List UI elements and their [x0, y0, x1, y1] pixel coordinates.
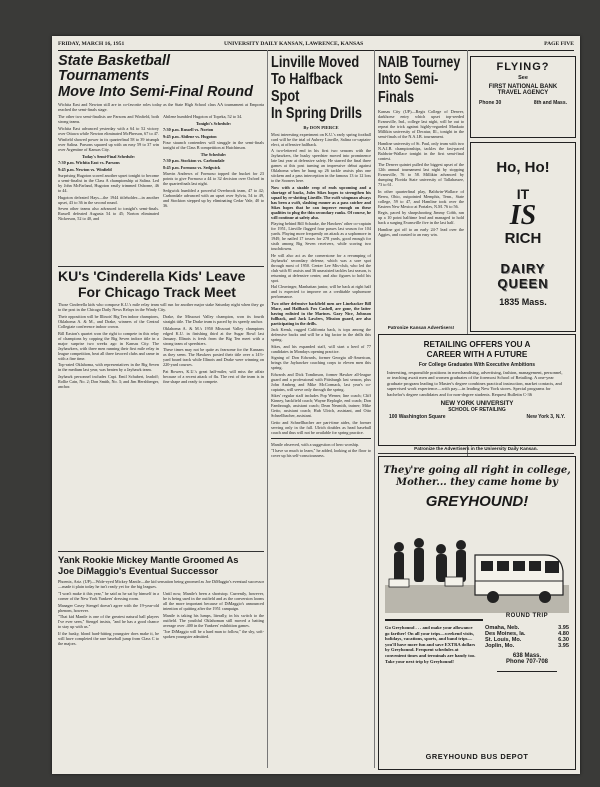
- story-state-basketball: [58, 54, 264, 264]
- headline: KU's 'Cinderella Kids' Leave: [58, 269, 246, 284]
- paragraph: Oklahoma A. & M.'s 1950 Missouri Valley champions edged K.U. in finishing third at the Sugar Bowl last January. Illinois is fresh from the Big Ten meet with a strong team of speedsters.: [163, 325, 264, 346]
- paragraph: Getto and Schnellbacher are part-time aides, the former serving only in the fall. Ulrich doubles as head baseball coach and thus will not be available for spring practice.: [271, 419, 371, 435]
- fare-city: Omaha, Neb.: [485, 625, 520, 631]
- ad-flying: [470, 56, 576, 138]
- paragraph: Winfield showed power in its quarterfinal 58 to 39 triumph over Salina. Parsons squared up with an easy 59 to 37 win over Argentine of Kansas City.: [58, 137, 159, 152]
- ad-text: FIRST NATIONAL BANK: [488, 84, 558, 90]
- paragraph: Wichita East advanced yesterday with a 64 to 52 victory over Ottawa while Newton eliminated McPherson, 67 to 47.: [58, 125, 159, 136]
- ad-text: RICH: [504, 230, 542, 247]
- paragraph: Jack Kensk, rugged California back, is tops among the defensive backs and will be a big factor in the drills this spring.: [271, 327, 371, 342]
- paragraph: "That kid Mantle is one of the greatest natural ball players I've ever seen," Stengel insists, "and he has a good chance to stay up with us.": [58, 614, 159, 629]
- paragraph: Two other defensive backfield men are Linebacker Bill Mace, and Halfback Fox Cashell, are gone, the latter having enlisted in the Marines. Gary Nice, Johnson fullback, and Jack Lawlers, Mission guard, are also participating in the drills.: [271, 300, 371, 326]
- story-cinderella-kids: [58, 269, 264, 549]
- paragraph: Top-rated Oklahoma, with representatives in the Big Seven in the medium last year, was beaten by a Jayhawk team.: [58, 362, 159, 372]
- schedule-line: 7:30 p.m. Russell vs. Norton: [163, 127, 214, 132]
- ad-school: SCHOOL OF RETAILING: [448, 407, 506, 414]
- headline: Linville Moved: [271, 54, 360, 71]
- headline: To Halfback Spot: [271, 71, 343, 105]
- schedule-line: 8:45 p.m. Formoso vs. Sedgwick: [163, 164, 221, 170]
- fare-city: Joplin, Mo.: [485, 643, 515, 649]
- ad-title: RETAILING OFFERS YOU A: [423, 340, 531, 349]
- paragraph: Hamline university of St. Paul, only team with two N.A.I.B. championships, tackles the fast-paced Baldwin-Wallace tonight in the first semi-final contest.: [378, 140, 464, 161]
- fare-city: St. Louis, Mo.: [485, 637, 522, 643]
- paragraph: A two-lettered end in his first two seasons with the Jayhawkers, the husky speedster moved into prominence late last year at defensive safety. He starred the final three games at this post turning an impressive debut against Oklahoma when he hung up 26 tackle assists plus one stickem and a pass interception in the famous 13 to 12 loss to the Sooners here.: [271, 148, 371, 183]
- paragraph: Sedgwick humbled a powerful Overbrook team, 47 to 42; Carbondale advanced with an upset over Sylvia, 54 to 49, and Stockton stepped up by eliminating Cedar Vale, 40 to 36.: [163, 187, 264, 208]
- illustration: [385, 525, 569, 613]
- schedule-line: 9:45 p.m. Newton vs. Winfield: [58, 166, 112, 172]
- paragraph: Seven other teams also advanced to tonight's semi-finals. Russell defeated Augusta 54 to 45; Norton eliminated Nickerson, 52 to 40, and: [58, 206, 159, 221]
- lead-paragraph: Those Cinderella kids who compose K.U.'s mile relay team will run for another major stake Saturday night when they go to the post in the Chicago Daily News Relays in the Windy City.: [58, 302, 264, 312]
- newspaper-page: [52, 36, 580, 774]
- lead-paragraph: Phoenix, Ariz. (UP)—Wide-eyed Mickey Mantle—the kid sensation being groomed as Joe DiMaggio's eventual successor—made it plain today he isn't ready yet for the big leagues.: [58, 579, 264, 589]
- paragraph: If the husky, blond hard-hitting youngster does make it, he will have completed the rare baseball jump from Class C to the majors.: [58, 630, 159, 646]
- depot-name: GREYHOUND BUS DEPOT: [425, 752, 529, 761]
- paragraph: Now with a sizable crop of ends upcoming and a shortage of backs, Jules Sikes hopes to strengthen his squad by re-slotting Linville. The swift wingman always has been a swift, slashing runner as a pass catcher and Sikes hopes that he can improve enough on these qualities to plug the thin secondary ranks. Of course, he will continue at safety also.: [271, 184, 371, 220]
- divider: [58, 266, 264, 267]
- tagline: Patronize the Advertisers in the University Daily Kansan.: [378, 446, 574, 454]
- fare-table: [483, 625, 571, 649]
- header-paper-name: UNIVERSITY DAILY KANSAN, LAWRENCE, KANSAS: [224, 41, 364, 47]
- ad-school: NEW YORK UNIVERSITY: [440, 400, 514, 408]
- ad-greyhound: [378, 456, 576, 770]
- paragraph: Playing behind Bill Schaake, the Hawkers' other co-captain for 1951, Linville flagged four passes last season for 104 yards. Playing more frequently on attack as a sophomore in 1949, he nailed 17 tosses for 278 yards, good enough for sixth among Big Seven receivers, while scoring two touchdowns.: [271, 221, 371, 251]
- ad-script: They're going all right in college,: [383, 465, 571, 476]
- schedule-title: The Schedule:: [200, 151, 227, 157]
- tagline: Patronize Kansan Advertisers!: [387, 325, 455, 330]
- paragraph: Sikes' regular staff includes Pop Werner, line coach; Cliff Kinney, backfield coach; Wayne Replogle, end coach; Don Fambrough, assistant coach; Dean Nesmith, trainer; Mike Getto, assistant coach; Hub Ulrich, assistant, and Otto Schnellbacher, assistant.: [271, 393, 371, 418]
- paragraph: These times may not be quite as fearsome for the Kansans as they seem. The Hawkers posted their title over a 14½-yard board track while Illinois and Drake were winning on 220-yard courses.: [163, 347, 264, 367]
- column-rule: [267, 50, 268, 768]
- header-page-number: PAGE FIVE: [544, 41, 574, 47]
- paragraph: Marvin Andrews of Formoso topped the bucket for 23 points to give Formoso a 44 to 32 decision over Oxford in the quarterfinals last night.: [163, 171, 264, 186]
- headline: Move Into Semi-Final Round: [58, 84, 253, 100]
- headline: NAIB Tourney: [378, 54, 461, 71]
- headline: In Spring Drills: [271, 105, 363, 122]
- ad-subtitle: For College Graduates With Executive Ambitions: [418, 362, 536, 368]
- schedule-title: Today's Semi-Final Schedule:: [82, 153, 135, 159]
- schedule-line: 7:30 p.m. Wichita East vs. Parsons: [58, 160, 120, 165]
- ad-phone: Phone 30: [479, 100, 502, 106]
- column-rule: [374, 50, 375, 768]
- paragraph: Bill Easton's quartet won the right to compete in this relay of champions by copping the Big Seven indoor title in a major surprise two weeks ago in Kansas City. The Jayhawkers, with three men running their first mile relay in league competition, beat all three favored clubs and came in with a fine time.: [58, 330, 159, 361]
- ad-address: 638 Mass.: [512, 653, 542, 659]
- ad-body: Interesting, responsible positions in merchandising, advertising, fashion, management, personnel, or teaching await men and women graduates of the foremost School of Retailing. A one-year graduate program leading to Master's degree combines practical instruction, market contacts, and supervised work experience—with pay—in leading New York stores. Special programs for bachelor's degree candidates and for non-degree students. Request Bulletin C-36: [387, 370, 563, 397]
- ad-phone: Phone 707-708: [505, 659, 549, 665]
- ad-script: Mother... they came home by: [396, 477, 558, 488]
- paragraph: Four staunch contenders will struggle in the semi-finals tonight of the Class B competition at Hutchinson.: [163, 140, 264, 150]
- paragraph: He will also act as the cornerstone for a revamping of Jayhawks' secondary defense, which was a sore spot through most of 1950. Center Lee Mis-club, who led the club with 81 assists and 36 unassisted tackles last season, is returning at defensive center, and also figures to hold his spot.: [271, 252, 371, 283]
- ad-text: Ho, Ho!: [496, 159, 550, 176]
- round-trip-title: ROUND TRIP: [505, 613, 549, 619]
- headline: Into Semi-Finals: [378, 71, 439, 106]
- ad-nyu-retailing: [378, 334, 576, 446]
- paragraph: Hamline got off to an early 24-7 lead over the Aggies, and coasted to an easy win.: [378, 226, 464, 237]
- paragraph: Until now, Mantle's been a shortstop. Currently, however, he is being used in the outfield and as the conversion looms all the more important because of DiMaggio's announced intention of quitting after the 1951 campaign.: [163, 591, 264, 611]
- headline: For Chicago Track Meet: [78, 284, 236, 300]
- ad-brand: QUEEN: [497, 276, 549, 291]
- ad-text: IS: [509, 200, 537, 231]
- paragraph: "I have so much to learn," he added, looking at the floor to cover up his self-consciousness.: [271, 448, 371, 458]
- schedule-line: 9:45 p.m. Abilene vs. Hugoton: [163, 133, 217, 139]
- paragraph: Signing of Don Edwards, former Georgia all-American, brings the Jayhawker coaching corps to eleven men this spring.: [271, 355, 371, 370]
- paragraph: Abilene humbled Hugoton of Topeka, 52 to 34.: [163, 114, 243, 119]
- fare-price: 3.95: [558, 625, 569, 631]
- paragraph: The Denver quintet pulled the biggest upset of the 12th annual tournament last night by stopping Evansville, 76 to 58. Millikin advanced by dumping Florida State university of Tallahassee, 73 to 61.: [378, 162, 464, 187]
- story-linville: [271, 54, 371, 766]
- headline: State Basketball Tournaments: [58, 54, 171, 84]
- ad-brand: DAIRY: [500, 261, 546, 276]
- ad-title: CAREER WITH A FUTURE: [426, 350, 528, 359]
- ad-address: 100 Washington Square: [389, 414, 446, 421]
- header-date: FRIDAY, MARCH 16, 1951: [58, 41, 125, 47]
- schedule-title: Tonight's Schedule:: [195, 120, 232, 126]
- paragraph: Hal Cleavinger, Manhattan junior, will be back at right half and is expected to improve on a creditable sophomore performance.: [271, 284, 371, 299]
- fare-price: 3.95: [558, 643, 569, 649]
- ad-text: IT: [516, 186, 530, 202]
- paragraph: Regis, paced by sharpshooting Jimmy Cobb, ran up a 10 point halftime lead and managed to hold back a surging Evansville five in the last half.: [378, 210, 464, 225]
- ad-brand: GREYHOUND!: [425, 493, 529, 510]
- ad-city: New York 3, N.Y.: [526, 414, 565, 421]
- paragraph: Pat Bowers, K.U.'s great half-miler, will miss the affair because of a recent attack of flu. The rest of the team is in fine shape and ready to compete.: [163, 368, 264, 384]
- paragraph: Kansas City (UP)—Regis College of Denver, darkhorse entry which upset top-seeded Evansville, Ind., college last night, will be out to repeat the trick against highly-regarded Mankato Millikin university of Decatur, Ill., tonight in the semi-finals of the N.A.I.B. tournament.: [378, 109, 464, 139]
- paragraph: Surprising Hugoton scored another upset tonight to become a semi-finalist in the Class A championship at Salina. Led by John McFarland, Hugoton easily trimmed Osborne, 46 to 44.: [58, 173, 159, 193]
- paragraph: Edwards and Dick Tomlinson, former Hawker all-league guard and a professional with Pittsburgh last season, plus John Amberg and Mike McCormack, last year's co-captains, will serve only through the spring.: [271, 371, 371, 392]
- ad-text: See: [518, 75, 528, 81]
- schedule-line: 7:30 p.m. Stockton vs. Carbondale: [163, 158, 225, 163]
- paragraph: Mantle observed, with a suggestion of hero worship.: [271, 441, 360, 447]
- fare-price: 4.80: [558, 631, 569, 637]
- paragraph: Jayhawk personnel includes Capt. Emil Schubert, leadoff; Rollie Cain, No. 2; Don Smith, No. 3; and Jim Hershberger, anchor.: [58, 373, 159, 389]
- paragraph: Hugoton defeated Hays—the 1944 titleholder—in another upset, 43 to 36 in the second round.: [58, 194, 159, 205]
- page-header: [58, 40, 574, 51]
- paragraph: Mantle is taking his lumps, literally, in his switch to the outfield. The youthful Oklahoman still moved a batting average over .400 in the Yankees' exhibition games.: [163, 612, 264, 628]
- paragraph: Drake, the Missouri Valley champion, won its fourth straight title. The Drake team is paced by its speedy anchor.: [163, 314, 264, 324]
- paragraph: In other quarterfinal play, Baldwin-Wallace of Berea, Ohio, outpointed Memphis, Tenn., State college, 59 to 47, and Hamline took over the Eastern New Mexico at Portales, N.M. 76 to 56.: [378, 188, 464, 209]
- ad-title: FLYING?: [496, 61, 550, 73]
- lead-paragraph: Wichita East and Newton still are in co-favorite roles today as the State High School class AA tournament at Emporia reached the semi-finals stage.: [58, 102, 264, 112]
- paragraph: Most interesting experiment on K.U.'s early spring football card will be the trial of Aubrey Linville, Salina co-captain-elect, at offensive halfback.: [271, 131, 371, 147]
- ad-address: 1835 Mass.: [499, 297, 547, 307]
- fare-city: Des Moines, Ia.: [485, 631, 526, 637]
- paragraph: Sikes, and his expanded staff, will start a herd of 77 candidates in Mondays opening practice.: [271, 343, 371, 354]
- ad-dairy-queen: [470, 142, 576, 332]
- paragraph: The other two semi-finalists are Parsons and Winfield, both strong teams.: [58, 114, 159, 124]
- headline: Joe DiMaggio's Eventual Successor: [58, 565, 219, 576]
- story-mickey-mantle: [58, 554, 264, 768]
- ad-body: Go Greyhound . . . and make your allowance go farther! On all your trips—weekend visits, holidays, vacations, sports, and band trips—you'll have more fun and save EXTRA dollars by Greyhound. Frequent schedules at convenient times and terminals are handy too. Take your next trip by Greyhound!: [385, 625, 476, 664]
- ad-address: 8th and Mass.: [533, 100, 567, 106]
- paragraph: "Joe DiMaggio will be a hard man to follow," the shy, soft-spoken youngster admitted.: [163, 629, 264, 639]
- headline: Yank Rookie Mickey Mantle Groomed As: [58, 554, 239, 565]
- fare-price: 6.30: [558, 637, 569, 643]
- fare-row: [483, 643, 571, 649]
- divider: [385, 619, 483, 621]
- divider: [58, 551, 264, 552]
- byline: By DON PIERCE: [303, 125, 339, 130]
- paragraph: Manager Casey Stengel doesn't agree with the 19-year-old phenom, however.: [58, 602, 159, 613]
- paragraph: "I won't make it this year," he said as he sat by himself in a corner of the New York Yankees' dressing room.: [58, 591, 159, 601]
- ad-text: TRAVEL AGENCY: [497, 90, 549, 96]
- paragraph: Their opposition will be Illinois' Big Ten indoor champions, Oklahoma A. & M., and Drake, winners of the Central Collegiate conference indoor crown.: [58, 314, 159, 329]
- story-naib-tourney: [378, 54, 464, 324]
